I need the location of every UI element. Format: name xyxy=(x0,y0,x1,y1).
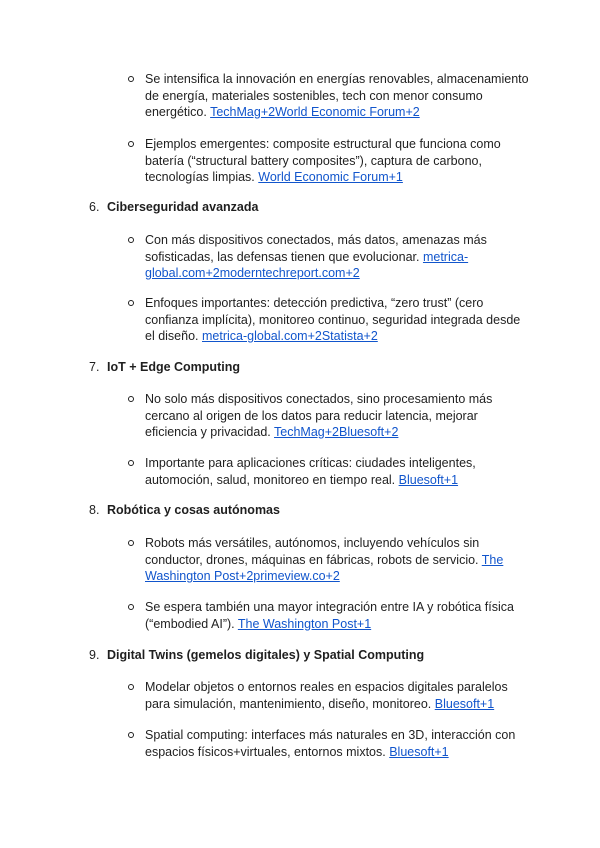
bullet-text: Con más dispositivos conectados, más datos, amenazas más sofisticadas, las defensas tienen que evolucionar. xyxy=(145,233,487,264)
bullet-text: No solo más dispositivos conectados, sino procesamiento más cercano al origen de los datos para reducir latencia, mejorar eficiencia y privacidad. xyxy=(145,392,493,439)
list-item xyxy=(145,455,529,488)
section-title: Ciberseguridad avanzada xyxy=(107,200,259,214)
bullet-text: Se espera también una mayor integración entre IA y robótica física (“embodied AI”). xyxy=(145,600,514,631)
source-link[interactable]: Bluesoft+1 xyxy=(389,744,449,759)
list-item xyxy=(145,535,529,585)
list-item xyxy=(145,391,529,441)
source-link[interactable]: The Washington Post+2primeview.co+2 xyxy=(145,552,504,583)
section-number: 6. xyxy=(89,200,100,214)
source-link[interactable]: TechMag+2Bluesoft+2 xyxy=(274,425,399,439)
section-title: IoT + Edge Computing xyxy=(107,360,240,374)
section-number: 9. xyxy=(89,648,100,662)
source-link[interactable]: Bluesoft+1 xyxy=(398,472,459,487)
section-title: Robótica y cosas autónomas xyxy=(107,503,280,517)
bullet-text: Ejemplos emergentes: composite estructural que funciona como batería (“structural battery composites”), captura de carbono, tecnologías limpias. xyxy=(145,137,501,184)
list-item xyxy=(145,232,529,282)
list-item xyxy=(145,136,529,186)
section-title: Digital Twins (gemelos digitales) y Spatial Computing xyxy=(107,648,425,662)
source-link[interactable]: metrica-global.com+2moderntechreport.com+2 xyxy=(145,249,469,280)
list-item xyxy=(145,71,529,121)
bullet-text: Enfoques importantes: detección predictiva, “zero trust” (cero confianza implícita), monitoreo continuo, seguridad integrada desde el diseño. xyxy=(145,296,521,343)
section-number: 8. xyxy=(89,503,100,517)
bullet-text: Spatial computing: interfaces más naturales en 3D, interacción con espacios físicos+virtuales, entornos mixtos. xyxy=(145,728,516,759)
section-number: 7. xyxy=(89,360,100,374)
source-link[interactable]: The Washington Post+1 xyxy=(237,616,372,631)
source-link[interactable]: metrica-global.com+2Statista+2 xyxy=(202,329,378,343)
list-item xyxy=(145,727,529,760)
source-link[interactable]: TechMag+2World Economic Forum+2 xyxy=(210,105,420,119)
source-link[interactable]: Bluesoft+1 xyxy=(434,696,495,711)
list-item xyxy=(145,599,529,632)
list-item xyxy=(145,295,529,345)
bullet-text: Se intensifica la innovación en energías renovables, almacenamiento de energía, materiales sostenibles, tech con menor consumo energético. xyxy=(145,72,529,119)
list-item xyxy=(145,679,529,712)
source-link[interactable]: World Economic Forum+1 xyxy=(258,170,403,184)
bullet-text: Modelar objetos o entornos reales en espacios digitales paralelos para simulación, mantenimiento, diseño, monitoreo. xyxy=(145,680,508,711)
bullet-text: Robots más versátiles, autónomos, incluyendo vehículos sin conductor, drones, máquinas en fábricas, robots de servicio. xyxy=(145,536,480,567)
bullet-text: Importante para aplicaciones críticas: ciudades inteligentes, automoción, salud, monitoreo en tiempo real. xyxy=(145,456,476,487)
